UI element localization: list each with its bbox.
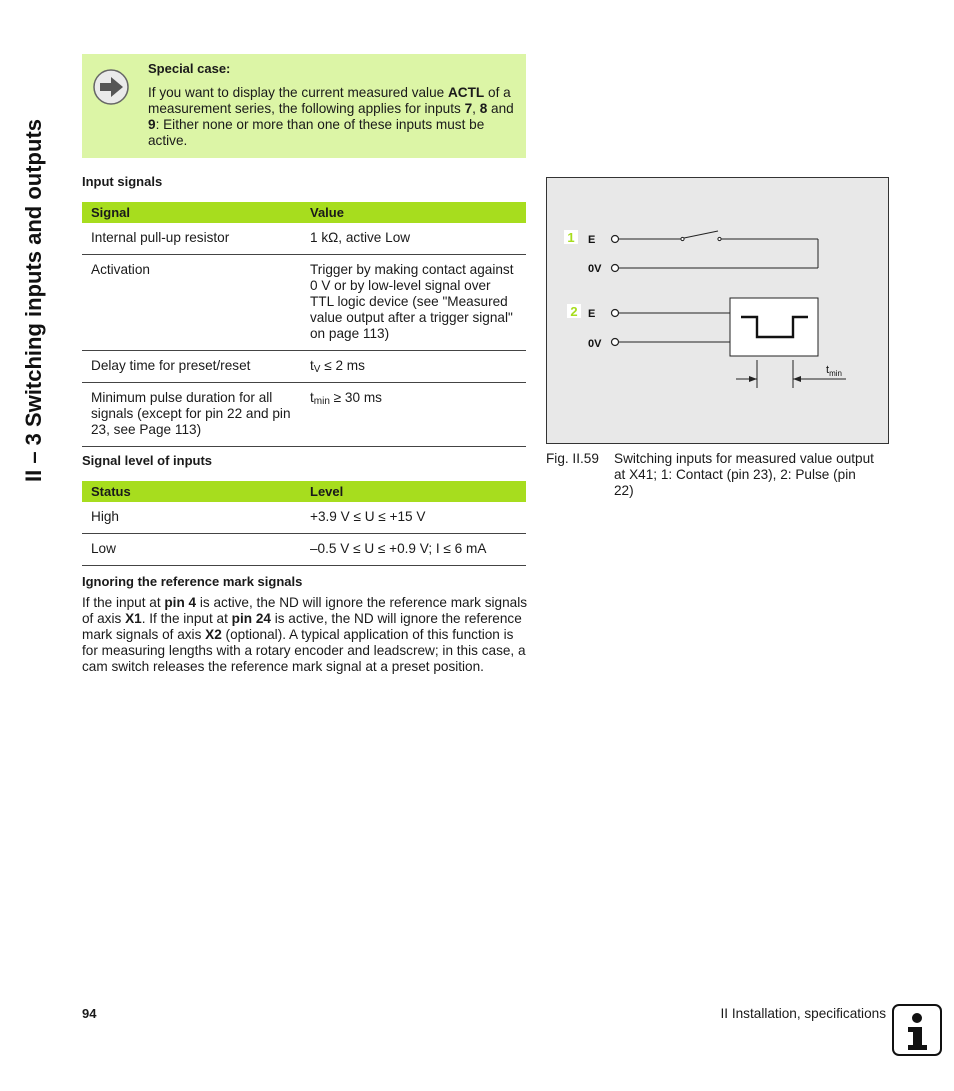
bold-term: ACTL [447, 85, 485, 100]
text-run: . If the input at [141, 611, 232, 626]
value-cell [301, 351, 526, 383]
side-title-text: II – 3 Switching inputs and outputs [21, 119, 46, 482]
text-run: is active, the ND will ignore the reference mark signals of axis [82, 595, 528, 626]
value-cell: 1 kΩ, active Low [301, 223, 526, 255]
table-row [82, 223, 526, 255]
table-row [82, 383, 526, 447]
ref-mark-paragraph [82, 595, 528, 675]
value-subscript: V [313, 364, 321, 375]
terminal-e-1 [612, 236, 619, 243]
signal-level-heading: Signal level of inputs [82, 453, 213, 468]
input-signals-heading: Input signals [82, 174, 163, 189]
switch-contact [718, 237, 721, 240]
signal-cell: Delay time for preset/reset [82, 351, 301, 383]
e-label-2: E [588, 308, 596, 320]
value-cell [301, 383, 526, 447]
input-signals-table [82, 202, 526, 447]
table-row [82, 502, 526, 534]
column-header: Status [82, 481, 301, 502]
bold-term: X2 [205, 627, 222, 642]
tmin-subscript: min [829, 369, 842, 378]
terminal-e-2 [612, 310, 619, 317]
e-label-1: E [588, 234, 596, 246]
text-run: If you want to display the current measured value [148, 85, 448, 100]
value-rest: ≥ 30 ms [329, 390, 382, 405]
column-header: Level [301, 481, 526, 502]
bold-term: pin 4 [164, 595, 197, 610]
signal-cell: Internal pull-up resistor [82, 223, 301, 255]
switch-contact [681, 237, 684, 240]
table-row [82, 351, 526, 383]
column-header: Value [301, 202, 526, 223]
page-number: 94 [82, 1006, 97, 1021]
special-case-note [82, 54, 526, 158]
status-cell: Low [82, 534, 301, 566]
note-text [148, 85, 516, 149]
footer-section: II Installation, specifications [720, 1006, 886, 1021]
level-cell: +3.9 V ≤ U ≤ +15 V [301, 502, 526, 534]
table-row [82, 534, 526, 566]
marker-2: 2 [570, 304, 578, 319]
value-rest: ≤ 2 ms [320, 358, 365, 373]
text-run: (optional). A typical application of this function is for measuring lengths with a rotary encoder and leadscrew; in this case, a cam switch releases the reference mark signal at a preset position. [82, 627, 526, 674]
marker-1: 1 [567, 230, 575, 245]
switching-inputs-figure [546, 177, 889, 444]
column-header: Signal [82, 202, 301, 223]
text-run: , [472, 101, 480, 116]
pulse-source-box [730, 298, 818, 356]
signal-level-table [82, 481, 526, 566]
figure-caption-label: Fig. II.59 [546, 451, 599, 466]
terminal-0v-1 [612, 265, 619, 272]
tmin-symbol: t [826, 364, 830, 376]
arrow-right-icon [92, 68, 130, 106]
bold-term: 8 [479, 101, 488, 116]
bold-term: 7 [464, 101, 473, 116]
side-title [22, 52, 46, 482]
note-heading: Special case: [148, 61, 231, 76]
level-cell: –0.5 V ≤ U ≤ +0.9 V; I ≤ 6 mA [301, 534, 526, 566]
zero-v-label-1: 0V [588, 263, 602, 275]
text-run: is active, the ND will ignore the reference mark signals of axis [82, 611, 522, 642]
info-icon [892, 1004, 942, 1056]
bold-term: 9 [148, 117, 156, 132]
table-header-row [82, 202, 526, 223]
value-cell: Trigger by making contact against 0 V or by low-level signal over TTL logic device (see "Measured value output after a trigger signal" on page 113) [301, 255, 526, 351]
signal-cell: Activation [82, 255, 301, 351]
bold-term: pin 24 [231, 611, 271, 626]
info-glyph [894, 1006, 940, 1054]
table-header-row [82, 481, 526, 502]
value-subscript: min [313, 396, 330, 407]
status-cell: High [82, 502, 301, 534]
text-run: If the input at [82, 595, 165, 610]
text-run: of a measurement series, the following applies for inputs [148, 85, 511, 116]
text-run: and [487, 101, 514, 116]
bold-term: X1 [125, 611, 142, 626]
terminal-0v-2 [612, 339, 619, 346]
table-row [82, 255, 526, 351]
zero-v-label-2: 0V [588, 338, 602, 350]
signal-cell: Minimum pulse duration for all signals (except for pin 22 and pin 23, see Page 113) [82, 383, 301, 447]
ref-mark-heading: Ignoring the reference mark signals [82, 574, 303, 589]
text-run: : Either none or more than one of these inputs must be active. [148, 117, 485, 148]
value-symbol: t [310, 358, 314, 373]
value-symbol: t [310, 390, 314, 405]
figure-caption-text: Switching inputs for measured value output at X41; 1: Contact (pin 23), 2: Pulse (pin 22) [614, 451, 874, 498]
